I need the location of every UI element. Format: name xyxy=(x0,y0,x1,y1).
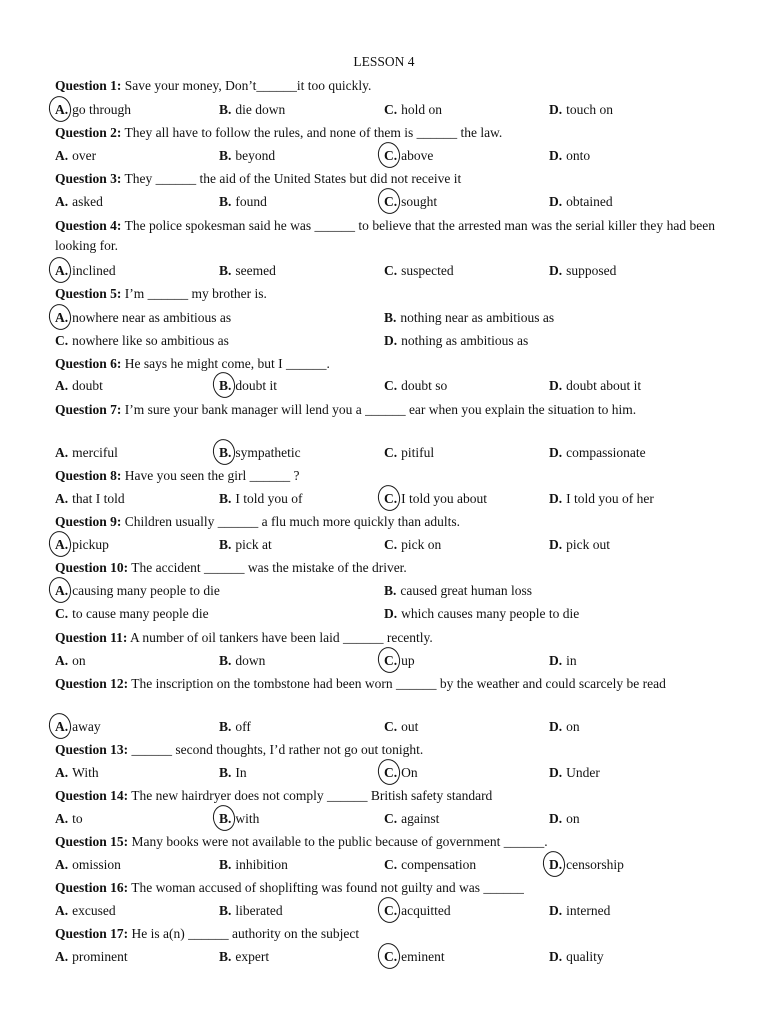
option-letter: A. xyxy=(55,491,69,506)
option-b xyxy=(219,536,272,554)
option-c xyxy=(384,377,447,395)
option-text: down xyxy=(235,653,266,668)
option-letter: C. xyxy=(384,903,398,918)
option-text: interned xyxy=(566,903,611,918)
option-letter: C. xyxy=(55,606,69,621)
option-letter: C. xyxy=(384,194,398,209)
option-letter: C. xyxy=(384,263,398,278)
option-text: omission xyxy=(72,857,121,872)
option-d xyxy=(549,101,613,119)
question-text: A number of oil tankers have been laid ______ recently. xyxy=(127,630,433,645)
option-letter: A. xyxy=(55,903,69,918)
option-letter: A. xyxy=(55,378,69,393)
option-letter: C. xyxy=(384,378,398,393)
option-a xyxy=(55,309,231,327)
question-text: Have you seen the girl ______ ? xyxy=(121,468,300,483)
answer-circle-mark xyxy=(47,711,74,741)
option-text: obtained xyxy=(566,194,613,209)
option-letter: D. xyxy=(384,333,398,348)
option-text: inclined xyxy=(72,263,116,278)
question-label: Question 17: xyxy=(55,926,129,941)
question-text: I’m sure your bank manager will lend you a ______ ear when you explain the situation to him. xyxy=(121,402,637,417)
option-a xyxy=(55,902,116,920)
option-text: pick out xyxy=(566,537,610,552)
question-8 xyxy=(55,467,299,485)
option-d xyxy=(549,262,616,280)
option-text: eminent xyxy=(401,949,445,964)
option-c xyxy=(384,810,439,828)
option-c xyxy=(384,536,441,554)
option-text: supposed xyxy=(566,263,617,278)
option-a xyxy=(55,652,86,670)
option-b xyxy=(384,582,532,600)
option-text: go through xyxy=(72,102,131,117)
option-letter: D. xyxy=(549,263,563,278)
option-text: nowhere near as ambitious as xyxy=(72,310,232,325)
option-letter: D. xyxy=(549,194,563,209)
question-label: Question 10: xyxy=(55,560,129,575)
question-15 xyxy=(55,833,548,851)
question-label: Question 7: xyxy=(55,402,122,417)
option-letter: D. xyxy=(384,606,398,621)
option-text: compensation xyxy=(401,857,477,872)
option-text: inhibition xyxy=(235,857,288,872)
question-label: Question 2: xyxy=(55,125,122,140)
option-text: With xyxy=(72,765,99,780)
option-text: pickup xyxy=(72,537,109,552)
option-letter: C. xyxy=(384,102,398,117)
option-letter: B. xyxy=(219,949,232,964)
option-letter: B. xyxy=(384,583,397,598)
question-text: Children usually ______ a flu much more quickly than adults. xyxy=(121,514,460,529)
option-letter: A. xyxy=(55,148,69,163)
option-text: seemed xyxy=(235,263,276,278)
option-text: liberated xyxy=(235,903,283,918)
answer-circle-mark xyxy=(376,186,403,216)
option-text: suspected xyxy=(401,263,454,278)
option-text: In xyxy=(235,765,247,780)
option-text: merciful xyxy=(72,445,118,460)
question-text: Save your money, Don’t______it too quickly. xyxy=(121,78,372,93)
question-label: Question 16: xyxy=(55,880,129,895)
answer-circle-mark xyxy=(211,370,238,400)
option-letter: B. xyxy=(219,811,232,826)
question-11 xyxy=(55,629,433,647)
question-5 xyxy=(55,285,267,303)
question-text: ______ second thoughts, I’d rather not go out tonight. xyxy=(128,742,424,757)
question-label: Question 4: xyxy=(55,218,122,233)
option-letter: A. xyxy=(55,102,69,117)
question-text: He is a(n) ______ authority on the subject xyxy=(128,926,360,941)
option-text: causing many people to die xyxy=(72,583,220,598)
option-text: quality xyxy=(566,949,604,964)
option-a xyxy=(55,490,125,508)
question-9 xyxy=(55,513,460,531)
answer-circle-mark xyxy=(376,941,403,971)
option-letter: B. xyxy=(219,263,232,278)
option-a xyxy=(55,856,121,874)
option-b xyxy=(384,309,554,327)
option-c xyxy=(55,605,209,623)
option-text: I told you of her xyxy=(566,491,654,506)
option-letter: D. xyxy=(549,949,563,964)
option-letter: B. xyxy=(219,102,232,117)
option-text: against xyxy=(401,811,440,826)
option-letter: D. xyxy=(549,719,563,734)
option-text: sympathetic xyxy=(235,445,301,460)
option-b xyxy=(219,101,285,119)
option-d xyxy=(549,377,641,395)
option-text: I told you of xyxy=(235,491,303,506)
question-label: Question 12: xyxy=(55,676,129,691)
option-text: on xyxy=(566,811,580,826)
option-text: with xyxy=(235,811,260,826)
option-text: on xyxy=(72,653,86,668)
option-text: acquitted xyxy=(401,903,451,918)
option-a xyxy=(55,764,99,782)
option-text: expert xyxy=(235,949,270,964)
option-d xyxy=(549,810,580,828)
answer-circle-mark xyxy=(47,302,74,332)
option-letter: D. xyxy=(549,148,563,163)
question-14 xyxy=(55,787,492,805)
option-a xyxy=(55,444,118,462)
lesson-title: LESSON 4 xyxy=(353,54,415,69)
option-text: doubt about it xyxy=(566,378,642,393)
question-text: The police spokesman said he was ______ to believe that the arrested man was the serial killer they had been looking for. xyxy=(55,218,715,253)
option-d xyxy=(549,444,646,462)
answer-circle-mark xyxy=(47,529,74,559)
option-letter: C. xyxy=(384,491,398,506)
option-letter: C. xyxy=(384,857,398,872)
answer-circle-mark xyxy=(47,255,74,285)
question-label: Question 9: xyxy=(55,514,122,529)
option-letter: B. xyxy=(219,378,232,393)
question-text: Many books were not available to the public because of government ______. xyxy=(128,834,548,849)
option-b xyxy=(219,490,303,508)
option-b xyxy=(219,262,276,280)
option-letter: B. xyxy=(384,310,397,325)
option-text: doubt xyxy=(72,378,103,393)
option-text: nothing near as ambitious as xyxy=(400,310,555,325)
option-c xyxy=(384,262,454,280)
option-letter: D. xyxy=(549,765,563,780)
question-13 xyxy=(55,741,423,759)
question-2 xyxy=(55,124,502,142)
option-c xyxy=(384,718,418,736)
option-text: pick on xyxy=(401,537,442,552)
option-d xyxy=(549,902,610,920)
option-letter: A. xyxy=(55,949,69,964)
question-7 xyxy=(55,400,715,420)
option-letter: D. xyxy=(549,537,563,552)
question-16 xyxy=(55,879,524,897)
question-10 xyxy=(55,559,407,577)
option-letter: A. xyxy=(55,537,69,552)
question-label: Question 13: xyxy=(55,742,129,757)
option-letter: A. xyxy=(55,653,69,668)
option-text: sought xyxy=(401,194,438,209)
option-letter: A. xyxy=(55,194,69,209)
option-text: prominent xyxy=(72,949,128,964)
option-text: On xyxy=(401,765,418,780)
option-text: I told you about xyxy=(401,491,487,506)
question-label: Question 15: xyxy=(55,834,129,849)
question-label: Question 6: xyxy=(55,356,122,371)
option-letter: D. xyxy=(549,857,563,872)
option-b xyxy=(219,764,247,782)
answer-circle-mark xyxy=(376,757,403,787)
option-text: over xyxy=(72,148,97,163)
option-letter: C. xyxy=(384,811,398,826)
option-letter: A. xyxy=(55,445,69,460)
question-text: They ______ the aid of the United States but did not receive it xyxy=(121,171,462,186)
option-b xyxy=(219,948,269,966)
question-label: Question 1: xyxy=(55,78,122,93)
question-text: They all have to follow the rules, and none of them is ______ the law. xyxy=(121,125,503,140)
option-text: caused great human loss xyxy=(400,583,532,598)
option-letter: C. xyxy=(384,445,398,460)
question-text: The woman accused of shoplifting was found not guilty and was ______ xyxy=(128,880,524,895)
option-text: off xyxy=(235,719,251,734)
option-d xyxy=(549,193,613,211)
option-letter: D. xyxy=(549,653,563,668)
option-text: doubt it xyxy=(235,378,278,393)
option-text: to xyxy=(72,811,83,826)
option-c xyxy=(55,332,229,350)
option-text: touch on xyxy=(566,102,613,117)
question-label: Question 5: xyxy=(55,286,122,301)
option-b xyxy=(219,718,251,736)
question-4 xyxy=(55,216,715,256)
option-d xyxy=(549,948,604,966)
option-a xyxy=(55,193,103,211)
question-6 xyxy=(55,355,330,373)
question-text: He says he might come, but I ______. xyxy=(121,356,330,371)
option-letter: D. xyxy=(549,445,563,460)
option-letter: C. xyxy=(384,537,398,552)
option-text: pitiful xyxy=(401,445,435,460)
option-letter: B. xyxy=(219,765,232,780)
option-c xyxy=(384,856,476,874)
option-letter: C. xyxy=(384,148,398,163)
option-letter: C. xyxy=(384,719,398,734)
option-text: away xyxy=(72,719,101,734)
option-text: censorship xyxy=(566,857,624,872)
option-letter: C. xyxy=(384,653,398,668)
option-text: doubt so xyxy=(401,378,448,393)
option-letter: A. xyxy=(55,263,69,278)
option-letter: D. xyxy=(549,102,563,117)
option-text: to cause many people die xyxy=(72,606,209,621)
option-letter: A. xyxy=(55,765,69,780)
option-d xyxy=(549,652,577,670)
option-d xyxy=(549,490,654,508)
option-letter: C. xyxy=(384,765,398,780)
option-a xyxy=(55,810,83,828)
option-b xyxy=(219,856,288,874)
option-letter: C. xyxy=(55,333,69,348)
answer-circle-mark xyxy=(376,645,403,675)
question-1 xyxy=(55,77,371,95)
option-a xyxy=(55,377,103,395)
answer-circle-mark xyxy=(211,803,238,833)
option-a xyxy=(55,948,128,966)
option-letter: B. xyxy=(219,719,232,734)
option-letter: A. xyxy=(55,857,69,872)
option-letter: B. xyxy=(219,148,232,163)
option-letter: B. xyxy=(219,857,232,872)
option-text: hold on xyxy=(401,102,443,117)
question-12 xyxy=(55,674,715,694)
question-text: The new hairdryer does not comply ______ British safety standard xyxy=(128,788,493,803)
option-d xyxy=(384,332,528,350)
answer-circle-mark xyxy=(47,94,74,124)
option-letter: A. xyxy=(55,583,69,598)
option-letter: A. xyxy=(55,310,69,325)
question-label: Question 3: xyxy=(55,171,122,186)
answer-circle-mark xyxy=(541,849,568,879)
option-letter: D. xyxy=(549,811,563,826)
option-text: up xyxy=(401,653,415,668)
option-letter: B. xyxy=(219,491,232,506)
question-17 xyxy=(55,925,359,943)
question-text: I’m ______ my brother is. xyxy=(121,286,267,301)
option-b xyxy=(219,147,275,165)
option-text: above xyxy=(401,148,434,163)
option-letter: D. xyxy=(549,378,563,393)
option-text: Under xyxy=(566,765,600,780)
option-text: excused xyxy=(72,903,116,918)
option-text: in xyxy=(566,653,577,668)
option-a xyxy=(55,147,96,165)
option-text: pick at xyxy=(235,537,272,552)
answer-circle-mark xyxy=(211,437,238,467)
option-letter: D. xyxy=(549,903,563,918)
option-text: beyond xyxy=(235,148,276,163)
option-text: out xyxy=(401,719,419,734)
option-letter: A. xyxy=(55,811,69,826)
question-text: The inscription on the tombstone had been worn ______ by the weather and could scarcely be read xyxy=(128,676,666,691)
option-letter: B. xyxy=(219,445,232,460)
option-text: onto xyxy=(566,148,591,163)
answer-circle-mark xyxy=(376,895,403,925)
option-b xyxy=(219,652,265,670)
option-text: on xyxy=(566,719,580,734)
option-d xyxy=(549,764,600,782)
question-text: The accident ______ was the mistake of the driver. xyxy=(128,560,407,575)
option-letter: A. xyxy=(55,719,69,734)
option-a xyxy=(55,582,220,600)
option-text: nowhere like so ambitious as xyxy=(72,333,229,348)
option-d xyxy=(384,605,579,623)
option-text: asked xyxy=(72,194,103,209)
option-letter: B. xyxy=(219,903,232,918)
option-text: compassionate xyxy=(566,445,646,460)
question-label: Question 8: xyxy=(55,468,122,483)
option-text: which causes many people to die xyxy=(401,606,580,621)
option-letter: D. xyxy=(549,491,563,506)
option-b xyxy=(219,193,267,211)
option-letter: C. xyxy=(384,949,398,964)
question-3 xyxy=(55,170,461,188)
option-text: that I told xyxy=(72,491,125,506)
option-d xyxy=(549,147,590,165)
option-text: found xyxy=(235,194,267,209)
option-d xyxy=(549,536,610,554)
option-letter: B. xyxy=(219,194,232,209)
option-letter: B. xyxy=(219,653,232,668)
option-c xyxy=(384,101,442,119)
option-d xyxy=(549,718,580,736)
question-label: Question 11: xyxy=(55,630,128,645)
question-label: Question 14: xyxy=(55,788,129,803)
option-b xyxy=(219,902,283,920)
option-text: die down xyxy=(235,102,286,117)
answer-circle-mark xyxy=(376,483,403,513)
option-c xyxy=(384,444,434,462)
option-text: nothing as ambitious as xyxy=(401,333,529,348)
answer-circle-mark xyxy=(376,140,403,170)
option-letter: B. xyxy=(219,537,232,552)
answer-circle-mark xyxy=(47,575,74,605)
